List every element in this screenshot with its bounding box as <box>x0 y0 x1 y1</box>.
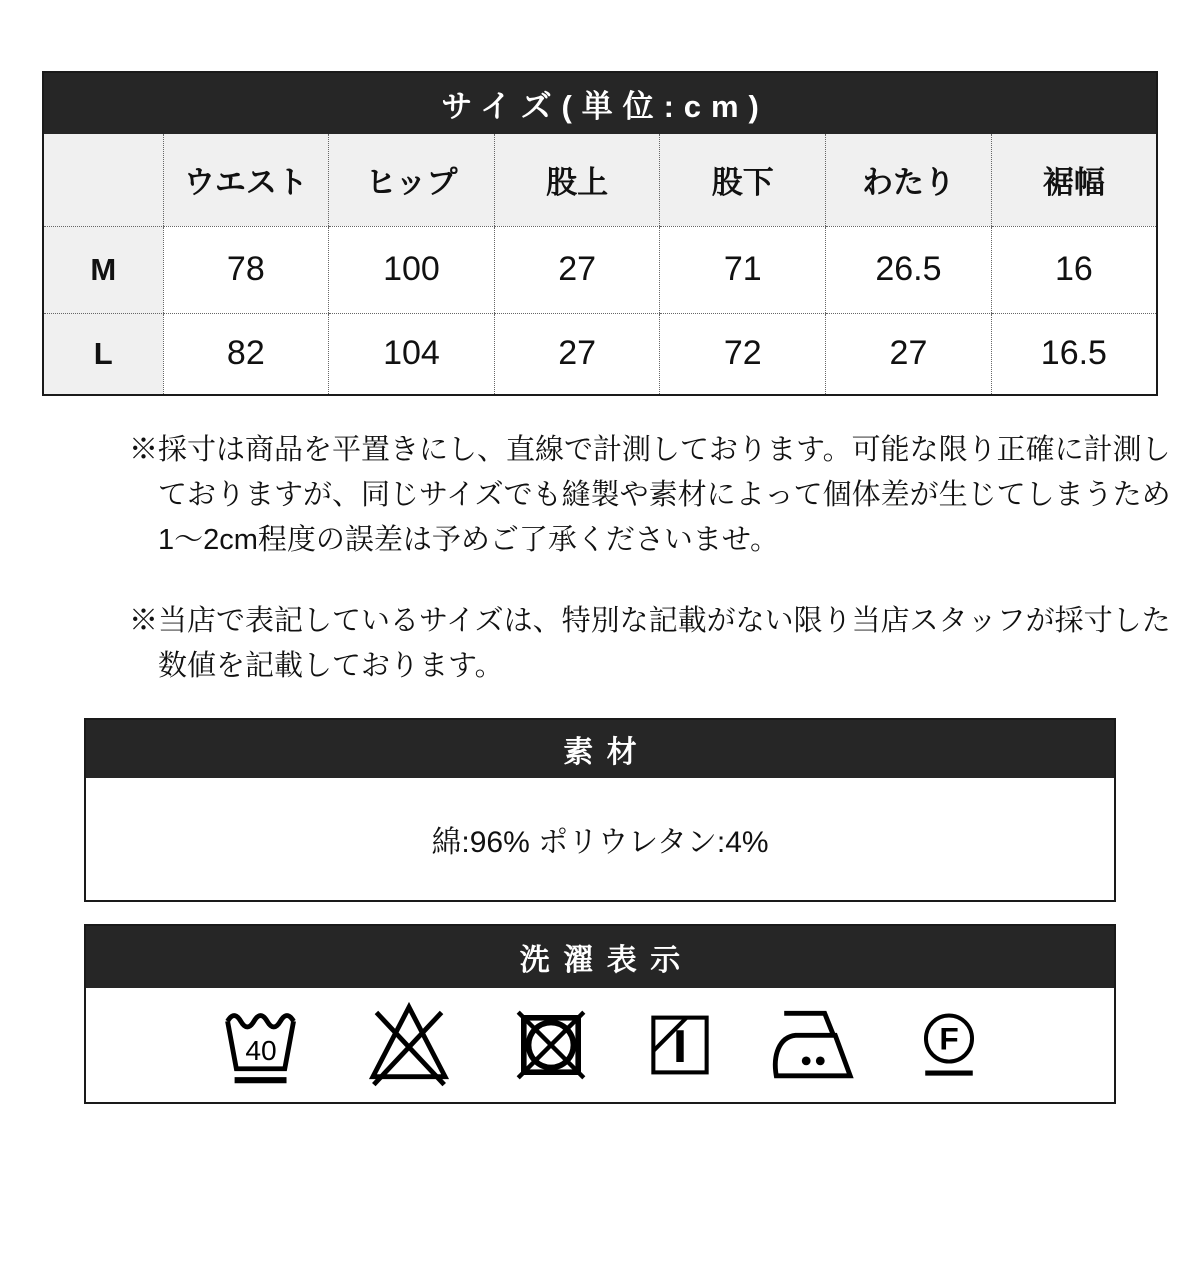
svg-text:F: F <box>939 1020 959 1057</box>
value-l-thigh: 27 <box>826 313 992 395</box>
size-table-section <box>42 71 1158 396</box>
note-line: 数値を記載しております。 <box>158 650 504 682</box>
material-content: 綿:96% ポリウレタン:4% <box>431 826 769 859</box>
value-m-inseam: 71 <box>660 226 826 313</box>
line-dry-in-shade-icon <box>643 1001 717 1089</box>
value-m-thigh: 26.5 <box>826 226 992 313</box>
note-line: ※当店で表記しているサイズは、特別な記載がない限り当店スタッフが採寸した <box>129 605 1171 637</box>
column-header-hem: 裾幅 <box>991 134 1157 226</box>
table-row <box>43 226 1157 313</box>
value-m-hip: 100 <box>329 226 495 313</box>
wash-40-gentle-icon <box>215 1001 307 1089</box>
laundry-section <box>84 924 1116 1104</box>
size-label-m: M <box>43 226 163 313</box>
dry-clean-petroleum-gentle-icon <box>913 1001 985 1089</box>
note-line: ※採寸は商品を平置きにし、直線で計測しております。可能な限り正確に計測し <box>129 434 1171 466</box>
column-header-thigh: わたり <box>826 134 992 226</box>
laundry-icons-row <box>86 988 1114 1102</box>
value-m-rise: 27 <box>494 226 660 313</box>
svg-text:40: 40 <box>245 1034 277 1066</box>
value-l-inseam: 72 <box>660 313 826 395</box>
do-not-bleach-icon <box>359 1001 459 1089</box>
value-l-hip: 104 <box>329 313 495 395</box>
size-table-corner-cell <box>43 134 163 226</box>
column-header-inseam: 股下 <box>660 134 826 226</box>
size-label-l: L <box>43 313 163 395</box>
material-section-title: 素材 <box>86 720 1114 778</box>
size-table-title: サイズ(単位:cm) <box>43 72 1157 134</box>
column-header-waist: ウエスト <box>163 134 329 226</box>
note-line: 1〜2cm程度の誤差は予めご了承くださいませ。 <box>158 524 780 556</box>
staff-measurement-note <box>84 599 1171 689</box>
do-not-tumble-dry-icon <box>511 1001 591 1089</box>
material-section <box>84 718 1116 902</box>
value-l-waist: 82 <box>163 313 329 395</box>
laundry-section-title: 洗濯表示 <box>86 926 1114 988</box>
note-line: ておりますが、同じサイズでも縫製や素材によって個体差が生じてしまうため <box>158 479 1171 511</box>
column-header-hip: ヒップ <box>329 134 495 226</box>
value-m-waist: 78 <box>163 226 329 313</box>
value-l-rise: 27 <box>494 313 660 395</box>
value-m-hem: 16 <box>991 226 1157 313</box>
iron-medium-heat-icon <box>769 1001 861 1089</box>
size-table <box>42 71 1158 396</box>
value-l-hem: 16.5 <box>991 313 1157 395</box>
table-row <box>43 313 1157 395</box>
page <box>0 71 1200 1104</box>
measurement-note <box>84 428 1171 563</box>
column-header-rise: 股上 <box>494 134 660 226</box>
